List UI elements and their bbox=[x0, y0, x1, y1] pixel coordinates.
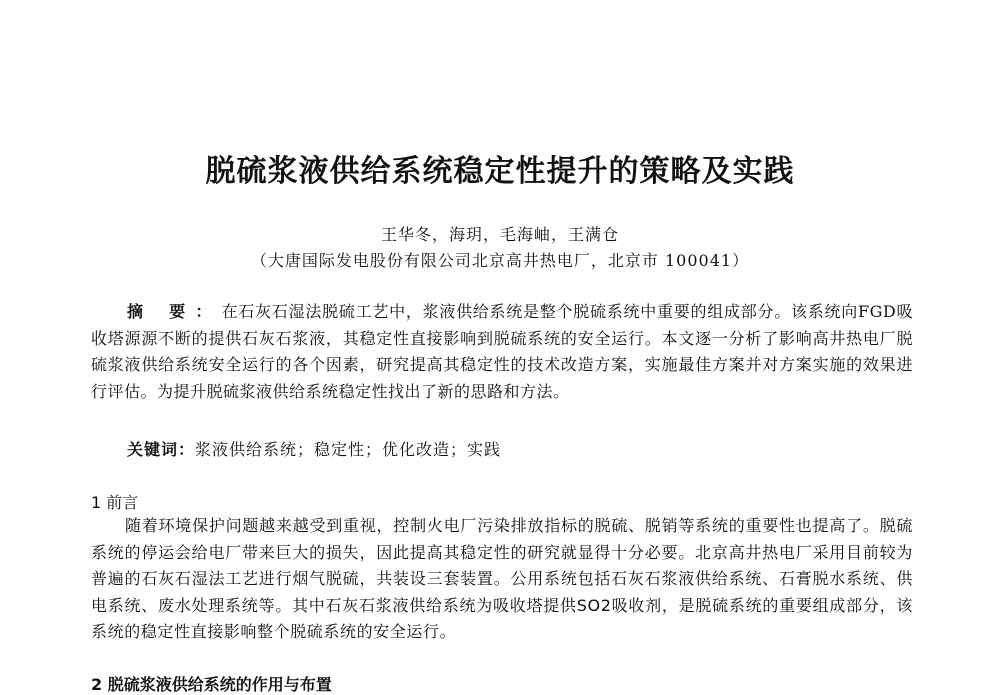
keywords-text: 浆液供给系统；稳定性；优化改造；实践 bbox=[195, 440, 502, 459]
affiliation: （大唐国际发电股份有限公司北京高井热电厂，北京市 100041） bbox=[250, 251, 750, 270]
author-list: 王华冬，海玥，毛海岫，王满仓 bbox=[380, 225, 619, 244]
abstract bbox=[91, 299, 913, 405]
paper-title: 脱硫浆液供给系统稳定性提升的策略及实践 bbox=[205, 154, 795, 189]
section-2-heading: 2 脱硫浆液供给系统的作用与布置 bbox=[91, 675, 332, 694]
section-1-heading: 1 前言 bbox=[91, 493, 139, 512]
section-1-body: 随着环境保护问题越来越受到重视，控制火电厂污染排放指标的脱硫、脱销等系统的重要性也提高了。脱硫系统的停运会给电厂带来巨大的损失，因此提高其稳定性的研究就显得十分必要。北京高井热电厂采用目前较为普遍的石灰石湿法工艺进行烟气脱硫，共装设三套装置。公用系统包括石灰石浆液供给系统、石膏脱水系统、供电系统、废水处理系统等。其中石灰石浆液供给系统为吸收塔提供SO2吸收剂，是脱硫系统的重要组成部分，该系统的稳定性直接影响整个脱硫系统的安全运行。 bbox=[91, 516, 913, 641]
abstract-label: 摘 要： bbox=[127, 302, 222, 321]
keywords-label: 关键词： bbox=[127, 440, 196, 459]
keywords bbox=[127, 437, 501, 460]
abstract-text: 在石灰石湿法脱硫工艺中，浆液供给系统是整个脱硫系统中重要的组成部分。该系统向FGD吸收塔源源不断的提供石灰石浆液，其稳定性直接影响到脱硫系统的安全运行。本文逐一分析了影响高井热电厂脱硫浆液供给系统安全运行的各个因素，研究提高其稳定性的技术改造方案，实施最佳方案并对方案实施的效果进行评估。为提升脱硫浆液供给系统稳定性找出了新的思路和方法。 bbox=[91, 302, 913, 401]
